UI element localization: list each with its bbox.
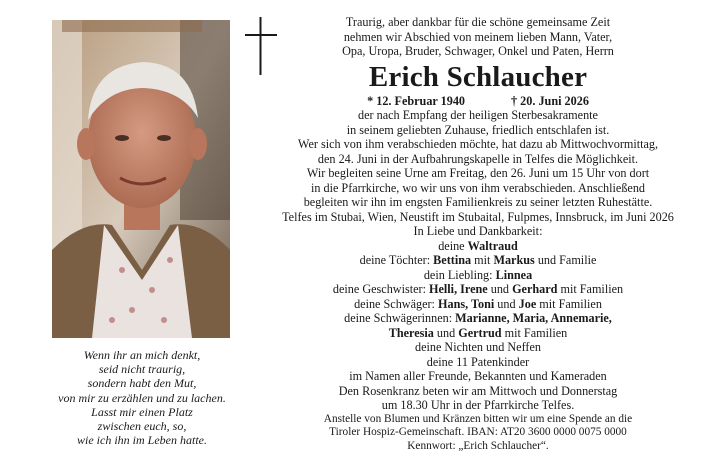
family-nephews: deine Nichten und Neffen xyxy=(414,340,541,354)
label: dein Liebling: xyxy=(423,267,496,282)
family-sisters-in-law xyxy=(248,311,708,326)
family-member: Bettina xyxy=(433,253,472,267)
family-member: Hans, Toni xyxy=(438,296,495,311)
label: deine Geschwister: xyxy=(332,282,430,296)
family-favorite xyxy=(248,268,708,283)
body-line: Wer sich von ihm verabschieden möchte, hat dazu ab Mittwochvormittag, xyxy=(297,137,659,151)
donation-line: Anstelle von Blumen und Kränzen bitten wir um eine Spende an die xyxy=(323,412,633,425)
connector: und xyxy=(433,325,459,340)
body-line: begleiten wir ihn im engsten Familienkreis zu seiner letzten Ruhestätte. xyxy=(303,195,653,209)
life-dates xyxy=(248,94,708,109)
family-siblings xyxy=(248,282,708,297)
label: deine xyxy=(438,238,468,253)
family-brothers-in-law xyxy=(248,297,708,312)
poem-line: Wenn ihr an mich denkt, xyxy=(83,348,201,362)
label: und Familie xyxy=(534,253,597,267)
label: deine Töchter: xyxy=(359,253,434,267)
family-member: Waltraud xyxy=(467,238,518,253)
poem-line: Lasst mir einen Platz xyxy=(91,404,193,419)
intro-line: nehmen wir Abschied von meinem lieben Mann, Vater, xyxy=(343,29,613,44)
body-line: den 24. Juni in der Aufbahrungskapelle in Telfes die Möglichkeit. xyxy=(317,151,639,166)
connector: und xyxy=(494,296,519,311)
donation-line: Kennwort: „Erich Schlaucher“. xyxy=(407,439,549,452)
poem-line: von mir zu erzählen und zu lachen. xyxy=(58,390,226,405)
family-friends: im Namen aller Freunde, Bekannten und Kameraden xyxy=(349,369,607,383)
birth-date: * 12. Februar 1940 xyxy=(367,93,466,108)
gratitude-line: In Liebe und Dankbarkeit: xyxy=(413,224,543,238)
poem-line: wie ich ihn im Leben hatte. xyxy=(77,433,207,448)
family-member: Marianne, Maria, Annemarie, xyxy=(455,311,612,325)
label: deine Schwäger: xyxy=(354,296,438,311)
family-sisters-in-law-cont xyxy=(248,326,708,341)
family-godchildren: deine 11 Patenkinder xyxy=(426,354,530,369)
family-member: Theresia xyxy=(388,325,434,340)
family-member: Linnea xyxy=(495,267,533,282)
body-line: in seinem geliebten Zuhause, friedlich entschlafen ist. xyxy=(346,122,610,137)
connector: mit xyxy=(471,253,494,267)
family-wife xyxy=(248,239,708,254)
rosary-line: um 18.30 Uhr in der Pfarrkirche Telfes. xyxy=(381,398,575,412)
notice-text xyxy=(248,15,708,453)
death-date: † 20. Juni 2026 xyxy=(511,93,589,108)
memorial-poem xyxy=(22,348,262,447)
connector: und xyxy=(487,282,513,296)
intro-line: Opa, Uropa, Bruder, Schwager, Onkel und Paten, Herrn xyxy=(342,44,614,58)
donation-line: Tiroler Hospiz-Gemeinschaft. IBAN: AT20 3600 0000 0075 0000 xyxy=(329,426,627,439)
label: mit Familien xyxy=(536,296,602,311)
family-member: Joe xyxy=(518,296,537,311)
label: deine Schwägerinnen: xyxy=(344,311,456,325)
body-line: Wir begleiten seine Urne am Freitag, den 26. Juni um 15 Uhr von dort xyxy=(306,166,650,180)
body-line: in die Pfarrkirche, wo wir uns von ihm verabschieden. Anschließend xyxy=(310,180,646,195)
poem-line: sondern habt den Mut, xyxy=(87,376,197,391)
family-member: Gerhard xyxy=(512,282,558,296)
label: mit Familien xyxy=(557,282,624,296)
poem-line: seid nicht traurig, xyxy=(98,362,186,377)
family-daughters xyxy=(248,253,708,268)
intro-line: Traurig, aber dankbar für die schöne gemeinsame Zeit xyxy=(345,15,611,29)
poem-line: zwischen euch, so, xyxy=(97,419,187,434)
family-member: Gertrud xyxy=(458,325,502,340)
portrait-photo xyxy=(52,20,230,338)
family-member: Helli, Irene xyxy=(429,282,488,296)
body-line: der nach Empfang der heiligen Sterbesakramente xyxy=(358,108,598,122)
portrait-illustration xyxy=(52,20,230,338)
deceased-name: Erich Schlaucher xyxy=(368,60,588,93)
family-member: Markus xyxy=(493,253,535,267)
rosary-line: Den Rosenkranz beten wir am Mittwoch und Donnerstag xyxy=(338,383,618,398)
place-date-line: Telfes im Stubai, Wien, Neustift im Stubaital, Fulpmes, Innsbruck, im Juni 2026 xyxy=(282,209,674,224)
label: mit Familien xyxy=(501,325,568,340)
